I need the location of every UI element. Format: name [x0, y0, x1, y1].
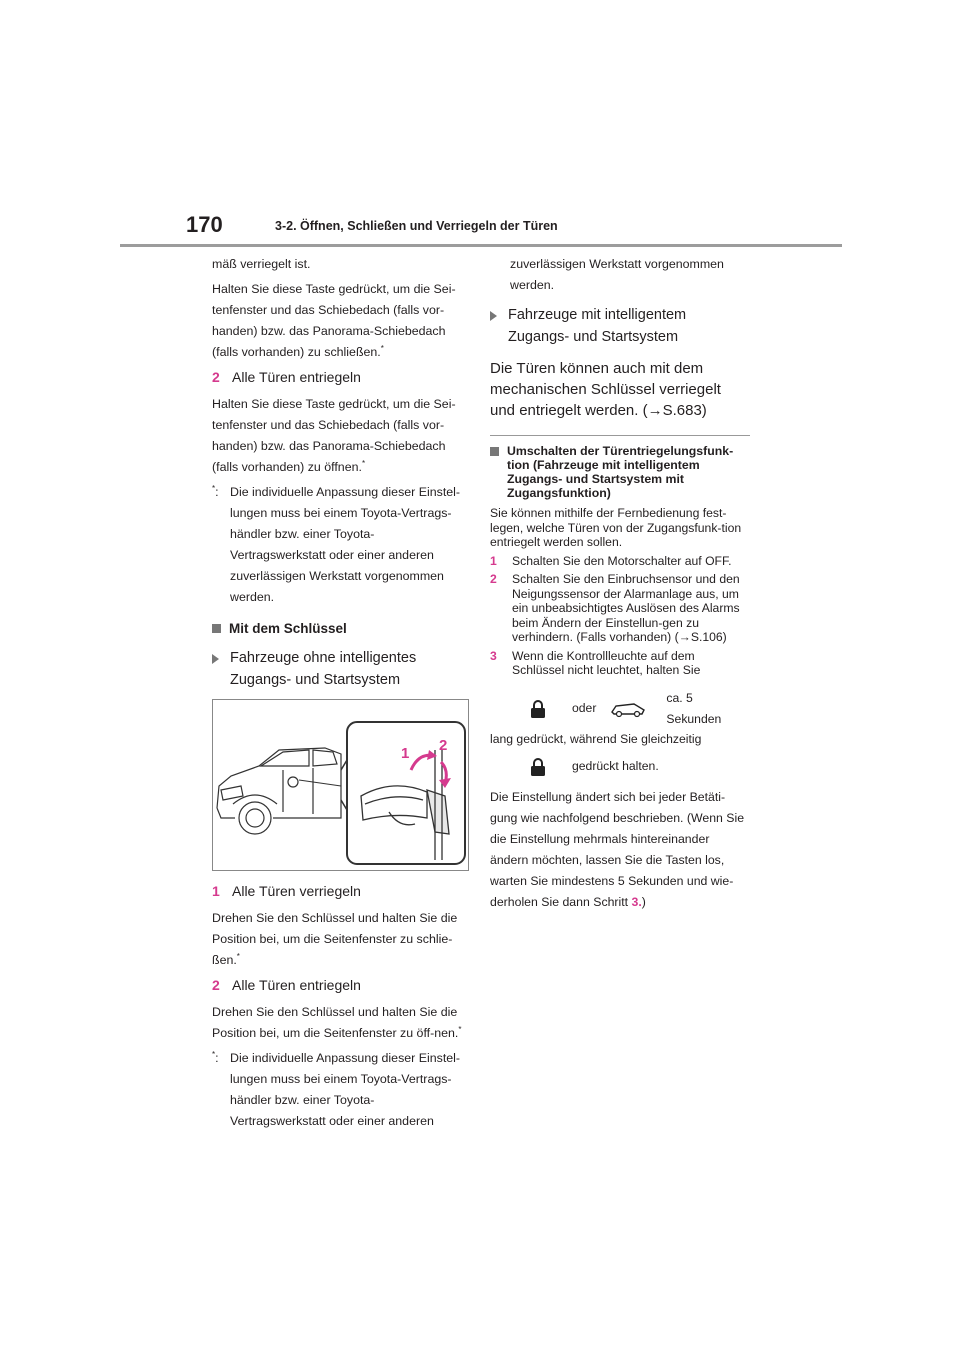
figure-label-2: 2 — [439, 737, 448, 754]
divider — [490, 435, 750, 436]
square-bullet-icon — [490, 447, 499, 456]
page-number: 170 — [186, 212, 223, 237]
icon-instruction-line: oder ca. 5 Sekunden — [490, 688, 750, 730]
paragraph: lang gedrückt, während Sie gleichzeitig — [490, 731, 702, 746]
step-3: 3 Wenn die Kontrollleuchte auf dem Schlüssel nicht leuchtet, halten Sie — [490, 648, 701, 677]
footnote-marker: * — [236, 951, 240, 961]
key-door-illustration — [212, 699, 469, 871]
footnote-mark: *: — [212, 1049, 219, 1065]
step-label: Alle Türen entriegeln — [232, 369, 361, 385]
triangle-bullet-icon — [212, 647, 230, 691]
subsection-heading: Fahrzeuge ohne intelligentes Zugangs- und Startsystem — [212, 647, 468, 691]
footnote-mark: *: — [212, 483, 219, 499]
paragraph: Sie können mithilfe der Fernbedienung fest-legen, welche Türen von der Zugangsfunk-tion entriegelt werden sollen. — [490, 506, 742, 549]
paragraph: Drehen Sie den Schlüssel und halten Sie die Position bei, um die Seitenfenster zu öff-nen.* — [212, 1005, 462, 1040]
step-2: 2 Schalten Sie den Einbruchsensor und den Neigungssensor der Alarmanlage aus, um ein unbeabsichtigtes Auslösen des Alarms beim Ändern der Einstellun-gen zu verhindern. (Falls vorhanden) (→S.106) — [490, 572, 740, 644]
subsection-heading: Fahrzeuge mit intelligentem Zugangs- und Startsystem — [490, 304, 750, 348]
lock-icon — [530, 757, 546, 777]
step-heading-lock — [212, 881, 468, 902]
right-column — [490, 254, 750, 917]
header-divider — [120, 244, 842, 247]
paragraph: Halten Sie diese Taste gedrückt, um die Sei-tenfenster und das Schiebedach (falls vor-handen) bzw. das Panorama-Schiebedach (falls vorhanden) zu öffnen.* — [212, 397, 456, 474]
footnote-marker: * — [361, 458, 366, 468]
step-number: 2 — [212, 977, 220, 993]
subsection-heading-switch: Umschalten der Türentriegelungsfunk-tion (Fahrzeuge mit intelligentem Zugangs- und Startsystem mit Zugangsfunktion) — [490, 444, 750, 500]
figure-label-1: 1 — [401, 745, 410, 762]
step-label: Alle Türen entriegeln — [232, 977, 361, 993]
lock-icon — [530, 699, 546, 719]
paragraph: Halten Sie diese Taste gedrückt, um die Sei-tenfenster und das Schiebedach (falls vor-handen) bzw. das Panorama-Schiebedach (falls vorhanden) zu schließen.* — [212, 282, 456, 359]
section-title: 3-2. Öffnen, Schließen und Verriegeln der Türen — [275, 219, 558, 233]
mechanical-key-text: Die Türen können auch mit dem mechanischen Schlüssel verriegelt und entriegelt werden. (→S.683) — [490, 360, 721, 419]
triangle-bullet-icon — [490, 304, 508, 348]
icon-instruction-line: gedrückt halten. — [490, 756, 750, 777]
paragraph: Drehen Sie den Schlüssel und halten Sie die Position bei, um die Seitenfenster zu schlie-ßen.* — [212, 911, 458, 967]
footnote: *: Die individuelle Anpassung dieser Einstel-lungen muss bei einem Toyota-Vertrags-händler bzw. einer Toyota-Vertragswerkstatt oder einer anderen — [212, 1048, 468, 1132]
footnote-marker: * — [380, 343, 384, 353]
section-heading-key: Mit dem Schlüssel — [212, 618, 468, 639]
paragraph: mäß verriegelt ist. — [212, 257, 311, 271]
footnote: *: Die individuelle Anpassung dieser Einstel-lungen muss bei einem Toyota-Vertrags-händler bzw. einer Toyota-Vertragswerkstatt oder einer anderen zuverlässigen Werkstatt vorgenommen werden. — [212, 482, 468, 608]
left-column — [212, 254, 468, 1132]
square-bullet-icon — [212, 624, 221, 633]
step-heading-unlock-key — [212, 975, 468, 996]
car-door-key-drawing — [213, 700, 468, 870]
step-reference: 3. — [631, 895, 642, 909]
vehicle-unlock-icon — [610, 700, 646, 718]
paragraph: zuverlässigen Werkstatt vorgenommen werden. — [510, 257, 724, 292]
paragraph: Die Einstellung ändert sich bei jeder Betäti-gung wie nachfolgend beschrieben. (Wenn Sie die Einstellung mehrmals hintereinander ändern möchten, lassen Sie die Tasten los, warten Sie mindestens 5 Sekunden und wie-derholen Sie dann Schritt 3.) — [490, 790, 745, 909]
step-number: 1 — [212, 883, 220, 899]
step-heading-unlock — [212, 367, 468, 388]
step-1: 1 Schalten Sie den Motorschalter auf OFF. — [490, 553, 732, 568]
step-label: Alle Türen verriegeln — [232, 883, 361, 899]
footnote-marker: * — [458, 1024, 462, 1034]
step-number: 2 — [212, 369, 220, 385]
page-header — [0, 0, 960, 250]
